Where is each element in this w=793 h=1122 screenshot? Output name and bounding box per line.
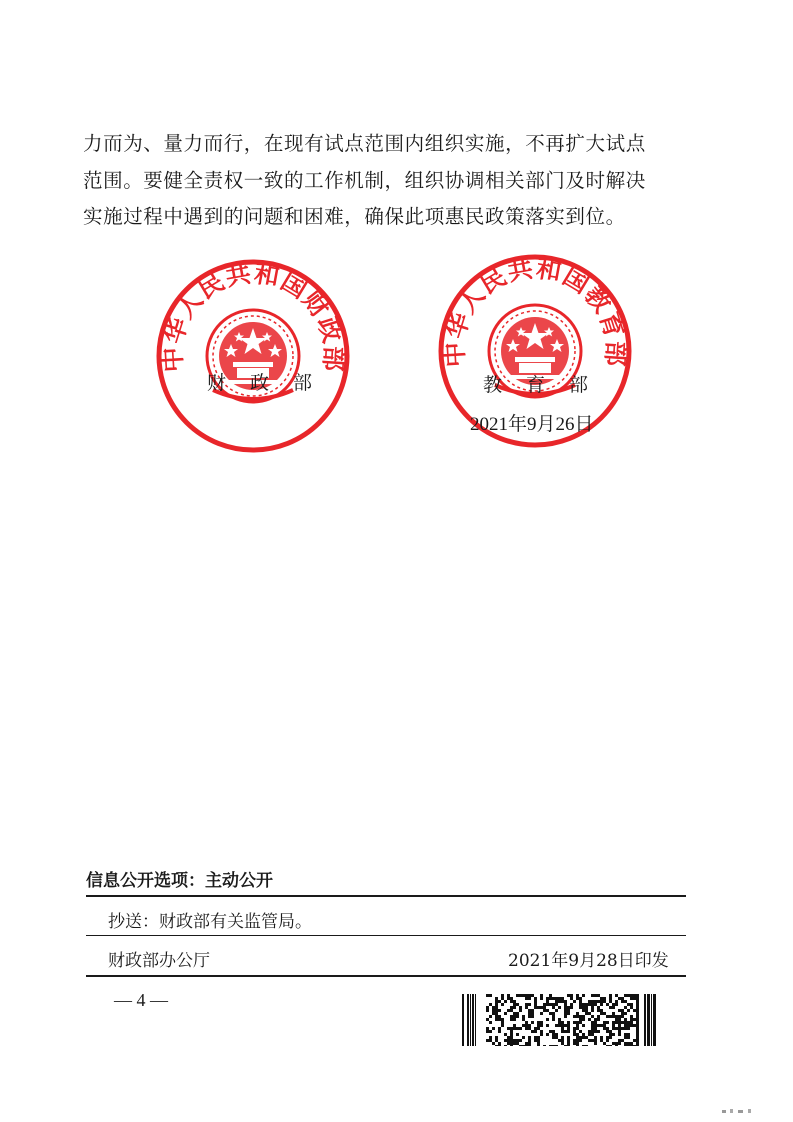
barcode-icon xyxy=(462,994,658,1046)
seal-ministry-of-finance xyxy=(155,258,351,454)
page-number: — 4 — xyxy=(114,990,168,1010)
body-line: 力而为、量力而行，在现有试点范围内组织实施，不再扩大试点 xyxy=(83,132,646,155)
cc-recipients: 抄送：财政部有关监管局。 xyxy=(108,912,312,932)
seal-arc-text: 中华人民共和国教育部 xyxy=(439,253,631,368)
seal-emblem-icon xyxy=(155,258,351,454)
divider xyxy=(86,895,686,897)
divider xyxy=(86,935,686,936)
body-line: 实施过程中遇到的问题和困难，确保此项惠民政策落实到位。 xyxy=(83,205,626,228)
body-paragraph xyxy=(83,126,703,236)
print-date: 2021年9月28日印发 xyxy=(508,951,669,971)
divider xyxy=(86,975,686,977)
seal-label: 教育部 xyxy=(483,374,613,396)
body-line: 范围。要健全责权一致的工作机制，组织协调相关部门及时解决 xyxy=(83,168,646,192)
signing-date: 2021年9月26日 xyxy=(470,414,594,435)
seal-arc-text: 中华人民共和国财政部 xyxy=(157,258,349,373)
info-disclosure-option: 信息公开选项：主动公开 xyxy=(86,871,273,891)
issuing-office: 财政部办公厅 xyxy=(108,951,210,971)
scan-speck xyxy=(722,1108,756,1114)
seal-label: 财政部 xyxy=(207,372,337,394)
